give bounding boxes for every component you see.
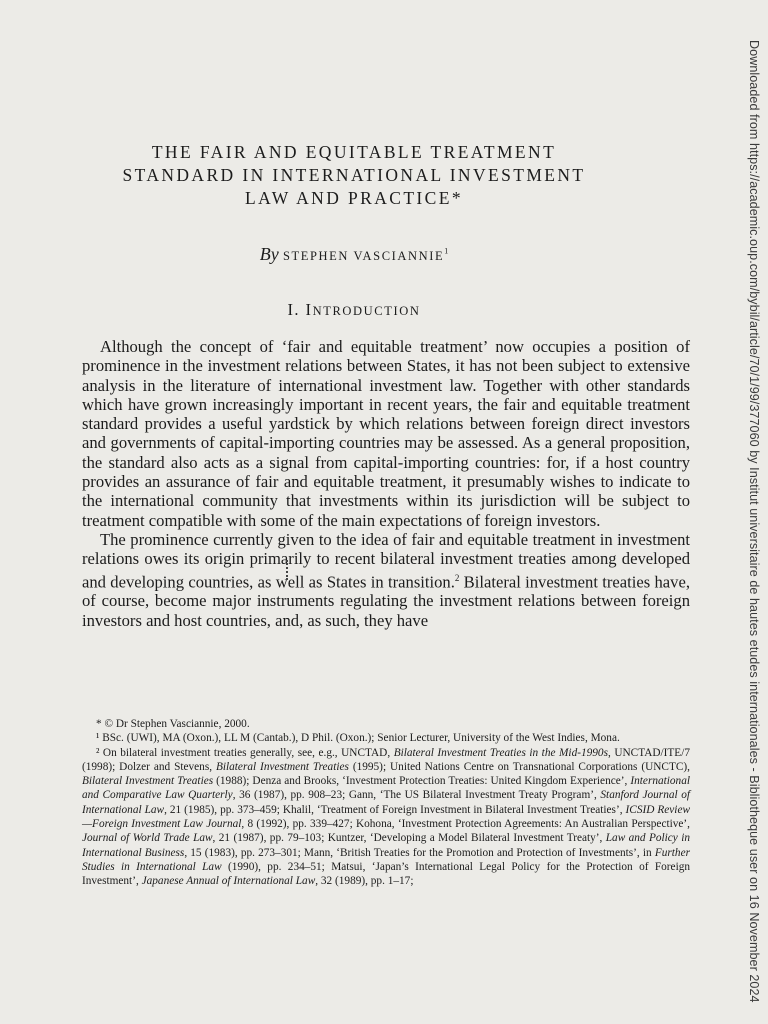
citation-title: Stanford Journal of International Law xyxy=(82,789,690,816)
paragraph-2-part-2: Bilateral investment treaties have, of course, become major instruments regulating the investment relations between foreign investors and host countries, and, as such, they have xyxy=(82,572,690,630)
citation-text: , 32 (1989), pp. 1–17; xyxy=(315,875,414,888)
byline xyxy=(0,244,738,265)
author-name: STEPHEN VASCIANNIE xyxy=(282,249,445,263)
article-title xyxy=(0,141,738,210)
citation-title: Law and Policy in International Business xyxy=(82,832,690,859)
citation-title: ICSID Review—Foreign Investment Law Journal xyxy=(82,803,690,831)
watermark-text: Downloaded from https://academic.oup.com/bybil/article/70/1/99/377060 by Institut universitaire de hautes etudes internationales - Bibliotheque user on 16 November 2024 xyxy=(747,40,761,1003)
citation-text: (1990), pp. 234–51; Matsui, ‘Japan’s International Legal Policy for the Protection of Foreign Investment’, xyxy=(82,860,691,888)
citation-title: Further Studies in International Law xyxy=(82,846,690,873)
citation-text: , 21 (1987), pp. 79–103; Kuntzer, ‘Developing a Model Bilateral Investment Treaty’, xyxy=(212,832,606,845)
citation-title: Bilateral Investment Treaties xyxy=(82,775,214,788)
footnote-1: ¹ BSc. (UWI), MA (Oxon.), LL M (Cantab.), D Phil. (Oxon.); Senior Lecturer, University of the West Indies, Mona. xyxy=(96,732,620,745)
citation-text: (1995); United Nations Centre on Transnational Corporations (UNCTC), xyxy=(348,760,690,773)
download-watermark xyxy=(745,40,765,1003)
citation-text: , 8 (1992), pp. 339–427; Kohona, ‘Investment Protection Agreements: An Australian Perspective’, xyxy=(241,818,690,831)
footnote-mark-2[interactable]: 2 xyxy=(454,572,460,583)
citation-title: Bilateral Investment Treaties in the Mid-1990s xyxy=(393,746,608,759)
title-line-2: STANDARD IN INTERNATIONAL INVESTMENT xyxy=(122,165,586,185)
citation-title: Journal of World Trade Law xyxy=(82,832,213,845)
citation-text: ² On bilateral investment treaties generally, see, e.g., UNCTAD, xyxy=(96,746,394,759)
section-number: I. xyxy=(287,300,300,319)
citation-text: , 15 (1983), pp. 273–301; Mann, ‘British Treaties for the Promotion and Protection of Investments’, in xyxy=(184,846,655,859)
paragraph-2 xyxy=(82,530,690,630)
by-word: By xyxy=(259,244,279,264)
author-footnote-mark[interactable]: 1 xyxy=(444,246,449,256)
citation-text: (1988); Denza and Brooks, ‘Investment Protection Treaties: United Kingdom Experience’, xyxy=(213,775,631,788)
section-title: INTRODUCTION xyxy=(305,300,421,319)
citation-title: Japanese Annual of International Law xyxy=(141,875,316,888)
title-line-3: LAW AND PRACTICE* xyxy=(245,188,463,208)
citation-title: International and Comparative Law Quarterly xyxy=(82,775,690,802)
citation-text: , 36 (1987), pp. 908–23; Gann, ‘The US Bilateral Investment Treaty Program’, xyxy=(232,789,601,802)
footnotes xyxy=(82,717,690,889)
citation-text: , UNCTAD/ITE/7 (1998); Dolzer and Stevens, xyxy=(82,746,690,773)
citation-text: , 21 (1985), pp. 373–459; Khalil, ‘Treatment of Foreign Investment in Bilateral Investment Treaties’, xyxy=(164,803,626,816)
citation-title: Bilateral Investment Treaties xyxy=(215,760,349,773)
scan-artifact-mark xyxy=(286,560,290,580)
body-text xyxy=(82,337,690,630)
title-line-1: THE FAIR AND EQUITABLE TREATMENT xyxy=(151,142,557,162)
footnote-star: * © Dr Stephen Vasciannie, 2000. xyxy=(96,718,250,730)
section-heading xyxy=(0,300,738,320)
footnote-2 xyxy=(82,746,690,889)
paragraph-2-part-1: The prominence currently given to the idea of fair and equitable treatment in investment relations owes its origin primarily to recent bilateral investment treaties among developed and developing countries, as well as States in transition. xyxy=(82,529,690,592)
paragraph-1: Although the concept of ‘fair and equitable treatment’ now occupies a position of prominence in the investment relations between States, it has not been subject to extensive analysis in the literature of international investment law. Together with other standards which have grown increasingly important in recent years, the fair and equitable treatment standard provides a useful yardstick by which relations between foreign direct investors and governments of capital-importing countries may be assessed. As a general proposition, the standard also acts as a signal from capital-importing countries: for, if a host country provides an assurance of fair and equitable treatment, it presumably wishes to indicate to the international community that investments within its jurisdiction will be subject to treatment compatible with some of the main expectations of foreign investors. xyxy=(82,337,690,530)
